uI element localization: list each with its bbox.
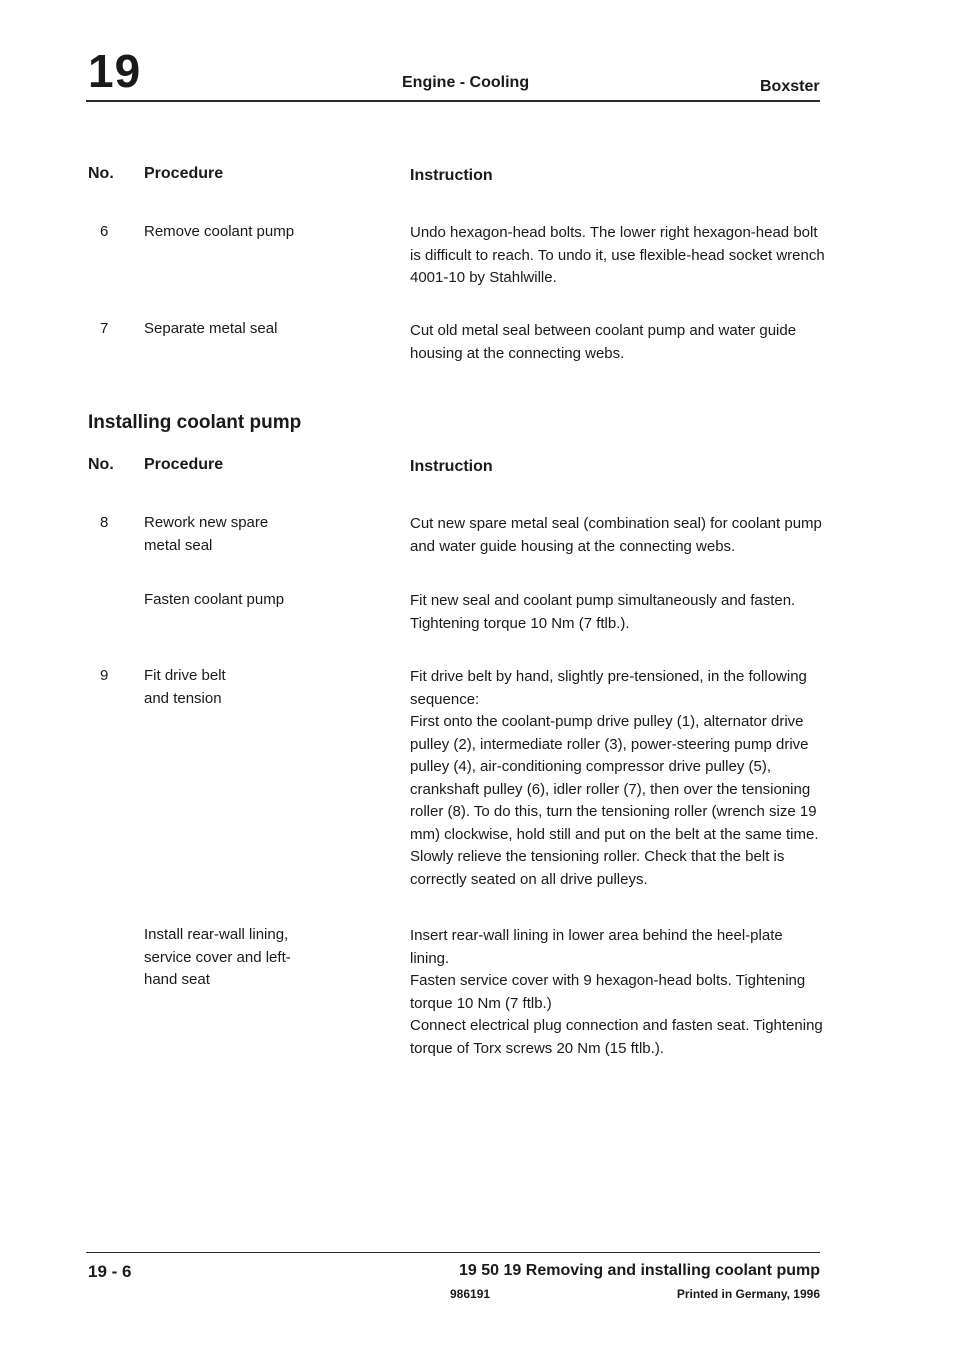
step-number: 6	[100, 223, 109, 240]
step-procedure: Rework new spare metal seal	[144, 514, 269, 554]
footer-divider	[86, 1252, 820, 1253]
step-procedure: Separate metal seal	[144, 320, 278, 337]
column-header-procedure: Procedure	[144, 165, 224, 182]
chapter-number: 19	[88, 45, 142, 97]
step-instruction: Cut new spare metal seal (combination seal) for coolant pump and water guide housing at the connecting webs.	[410, 515, 822, 555]
step-instruction-block	[410, 666, 825, 891]
step-number: 9	[100, 667, 109, 684]
step-instruction: Insert rear-wall lining in lower area behind the heel-plate lining.	[410, 927, 783, 967]
step-number: 8	[100, 514, 109, 531]
step-procedure: Install rear-wall lining, service cover and left-hand seat	[144, 926, 291, 988]
step-instruction: Undo hexagon-head bolts. The lower right hexagon-head bolt is difficult to reach. To undo it, use flexible-head socket wrench 4001-10 by Stahlwille.	[410, 224, 825, 286]
step-instruction: Fit new seal and coolant pump simultaneously and fasten. Tightening torque 10 Nm (7 ftlb.).	[410, 592, 796, 632]
column-header-no: No.	[88, 456, 114, 473]
section-heading-installing: Installing coolant pump	[88, 412, 302, 433]
printed-note: Printed in Germany, 1996	[676, 1287, 820, 1301]
step-number: 7	[100, 320, 109, 337]
step-instruction-continued: First onto the coolant-pump drive pulley (1), alternator drive pulley (2), intermediate roller (3), power-steering pump drive pulley (4), air-conditioning compressor drive pulley (5), crankshaft pulley (6), idler roller (7), then over the tensioning roller (8). To do this, turn the tensioning roller (wrench size 19 mm) clockwise, hold still and put on the belt at the same time. Slowly relieve the tensioning roller. Check that the belt is correctly seated on all drive pulleys.	[410, 713, 819, 888]
step-instruction-continued: Connect electrical plug connection and fasten seat. Tightening torque of Torx screws 20 Nm (15 ftlb.).	[410, 1017, 823, 1057]
step-instruction: Cut old metal seal between coolant pump and water guide housing at the connecting webs.	[410, 322, 797, 362]
column-header-procedure: Procedure	[144, 456, 224, 473]
footer-title: 19 50 19 Removing and installing coolant pump	[459, 1262, 820, 1279]
step-procedure: Fasten coolant pump	[144, 591, 285, 608]
step-procedure: Remove coolant pump	[144, 223, 295, 240]
step-instruction-block	[410, 925, 825, 1060]
header-divider	[86, 100, 820, 102]
model-name: Boxster	[760, 78, 820, 95]
column-header-instruction: Instruction	[410, 458, 493, 475]
step-instruction-continued: Fasten service cover with 9 hexagon-head bolts. Tightening torque 10 Nm (7 ftlb.)	[410, 972, 806, 1012]
section-title: Engine - Cooling	[402, 74, 530, 91]
column-header-no: No.	[88, 165, 114, 182]
document-code: 986191	[450, 1287, 491, 1301]
column-header-instruction: Instruction	[410, 167, 493, 184]
step-procedure: Fit drive belt and tension	[144, 667, 226, 707]
step-instruction: Fit drive belt by hand, slightly pre-tensioned, in the following sequence:	[410, 668, 807, 708]
page-number: 19 - 6	[88, 1262, 132, 1281]
